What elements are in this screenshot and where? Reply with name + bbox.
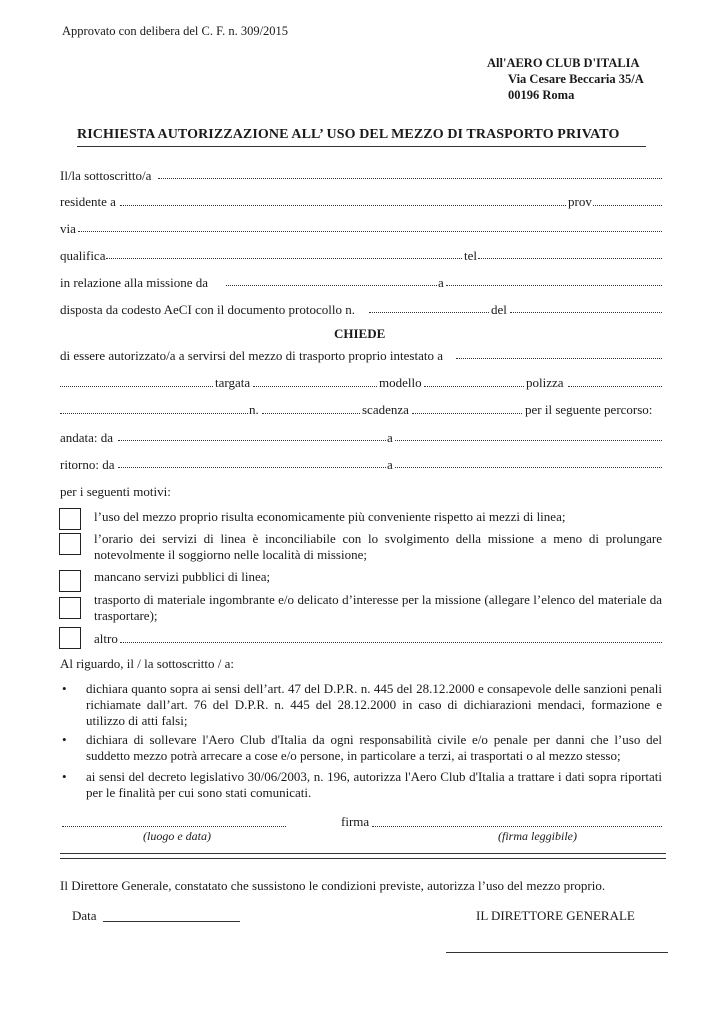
- field-firma-direttore[interactable]: [446, 952, 668, 953]
- label-firma: firma: [341, 814, 370, 829]
- title-underline: [77, 146, 646, 147]
- field-tel[interactable]: [478, 258, 662, 259]
- field-intestatario[interactable]: [456, 358, 662, 359]
- label-andata-da: andata: da: [60, 430, 114, 445]
- label-targata: targata: [215, 375, 251, 390]
- field-missione-da[interactable]: [226, 285, 437, 286]
- field-del[interactable]: [510, 312, 662, 313]
- label-firma-leggibile: (firma leggibile): [498, 829, 577, 843]
- field-numero[interactable]: [262, 413, 360, 414]
- label-sottoscritto: Il/la sottoscritto/a: [60, 168, 152, 183]
- reason-materiale: trasporto di materiale ingombrante e/o delicato d’interesse per la missione (allegare l’elenco del materiale da trasportare);: [94, 592, 662, 623]
- label-andata-a: a: [387, 430, 393, 445]
- checkbox-materiale[interactable]: [59, 597, 81, 619]
- label-data: Data: [72, 908, 97, 923]
- label-motivi: per i seguenti motivi:: [60, 484, 171, 499]
- field-protocollo[interactable]: [369, 312, 489, 313]
- field-luogo-data[interactable]: [62, 826, 286, 827]
- reason-conveniente: l’uso del mezzo proprio risulta economicamente più conveniente rispetto ai mezzi di linea;: [94, 509, 566, 524]
- declaration-responsabilita: dichiara di sollevare l'Aero Club d'Italia da ogni responsabilità civile e/o penale per danni che l’uso del suddetto mezzo potrà arrecare a cose e/o persone, in particolare a terzi, ai trasportati o al mezzo stesso;: [86, 732, 662, 763]
- declaration-dpr: dichiara quanto sopra ai sensi dell’art. 47 del D.P.R. n. 445 del 28.12.2000 e consapevole delle sanzioni penali richiamate dall’art. 76 del D.P.R. n. 445 del 28.12.2000 in caso di dichiarazioni mendaci, formazione e utilizzo di atti falsi;: [86, 681, 662, 728]
- bullet-3: •: [62, 769, 67, 784]
- label-missione-da: in relazione alla missione da: [60, 275, 209, 290]
- label-missione-a: a: [438, 275, 444, 290]
- label-percorso: per il seguente percorso:: [525, 402, 653, 417]
- recipient-name: All'AERO CLUB D'ITALIA: [487, 56, 640, 70]
- field-andata-da[interactable]: [118, 440, 386, 441]
- field-ritorno-da[interactable]: [118, 467, 386, 468]
- recipient-street: Via Cesare Beccaria 35/A: [508, 72, 644, 86]
- checkbox-altro[interactable]: [59, 627, 81, 649]
- separator-line-2: [60, 858, 666, 859]
- label-via: via: [60, 221, 76, 236]
- label-n: n.: [249, 402, 259, 417]
- checkbox-conveniente[interactable]: [59, 508, 81, 530]
- checkbox-orario[interactable]: [59, 533, 81, 555]
- field-firma[interactable]: [372, 826, 662, 827]
- field-modello[interactable]: [424, 386, 524, 387]
- reason-altro: altro: [94, 631, 118, 646]
- label-protocollo: disposta da codesto AeCI con il documento protocollo n.: [60, 302, 355, 317]
- field-sottoscritto[interactable]: [158, 178, 662, 179]
- label-del: del: [491, 302, 507, 317]
- field-qualifica[interactable]: [106, 258, 462, 259]
- field-missione-a[interactable]: [446, 285, 662, 286]
- form-title: RICHIESTA AUTORIZZAZIONE ALL’ USO DEL MEZZO DI TRASPORTO PRIVATO: [77, 127, 620, 142]
- field-data-director[interactable]: [103, 921, 240, 922]
- declaration-privacy: ai sensi del decreto legislativo 30/06/2003, n. 196, autorizza l'Aero Club d'Italia a trattare i dati sopra riportati per le finalità per cui sono stati comunicati.: [86, 769, 662, 800]
- recipient-city: 00196 Roma: [508, 88, 575, 102]
- field-prov[interactable]: [593, 205, 662, 206]
- separator-line-1: [60, 853, 666, 854]
- field-compagnia[interactable]: [60, 413, 248, 414]
- chiede-heading: CHIEDE: [334, 326, 386, 341]
- label-ritorno-da: ritorno: da: [60, 457, 115, 472]
- label-residente: residente a: [60, 194, 116, 209]
- label-luogo-data: (luogo e data): [143, 829, 211, 843]
- director-statement: Il Direttore Generale, constatato che sussistono le condizioni previste, autorizza l’uso del mezzo proprio.: [60, 878, 606, 893]
- field-ritorno-a[interactable]: [395, 467, 662, 468]
- bullet-1: •: [62, 681, 67, 696]
- label-autorizzato: di essere autorizzato/a a servirsi del mezzo di trasporto proprio intestato a: [60, 348, 443, 363]
- label-modello: modello: [379, 375, 422, 390]
- label-polizza: polizza: [526, 375, 564, 390]
- checkbox-mancano-servizi[interactable]: [59, 570, 81, 592]
- field-andata-a[interactable]: [395, 440, 662, 441]
- reason-orario: l’orario dei servizi di linea è inconciliabile con lo svolgimento della missione a meno di prolungare notevolmente il soggiorno nelle località di missione;: [94, 531, 662, 562]
- bullet-2: •: [62, 732, 67, 747]
- label-ritorno-a: a: [387, 457, 393, 472]
- approval-note: Approvato con delibera del C. F. n. 309/2015: [62, 24, 289, 38]
- label-tel: tel: [464, 248, 477, 263]
- field-targata[interactable]: [253, 386, 377, 387]
- field-altro[interactable]: [120, 642, 662, 643]
- director-title: IL DIRETTORE GENERALE: [476, 908, 635, 923]
- field-scadenza[interactable]: [412, 413, 522, 414]
- field-polizza[interactable]: [568, 386, 662, 387]
- label-scadenza: scadenza: [362, 402, 409, 417]
- declaration-intro: Al riguardo, il / la sottoscritto / a:: [60, 656, 235, 671]
- field-residente[interactable]: [120, 205, 566, 206]
- label-prov: prov: [568, 194, 592, 209]
- reason-mancano-servizi: mancano servizi pubblici di linea;: [94, 569, 271, 584]
- field-veicolo[interactable]: [60, 386, 213, 387]
- field-via[interactable]: [78, 231, 662, 232]
- label-qualifica: qualifica: [60, 248, 106, 263]
